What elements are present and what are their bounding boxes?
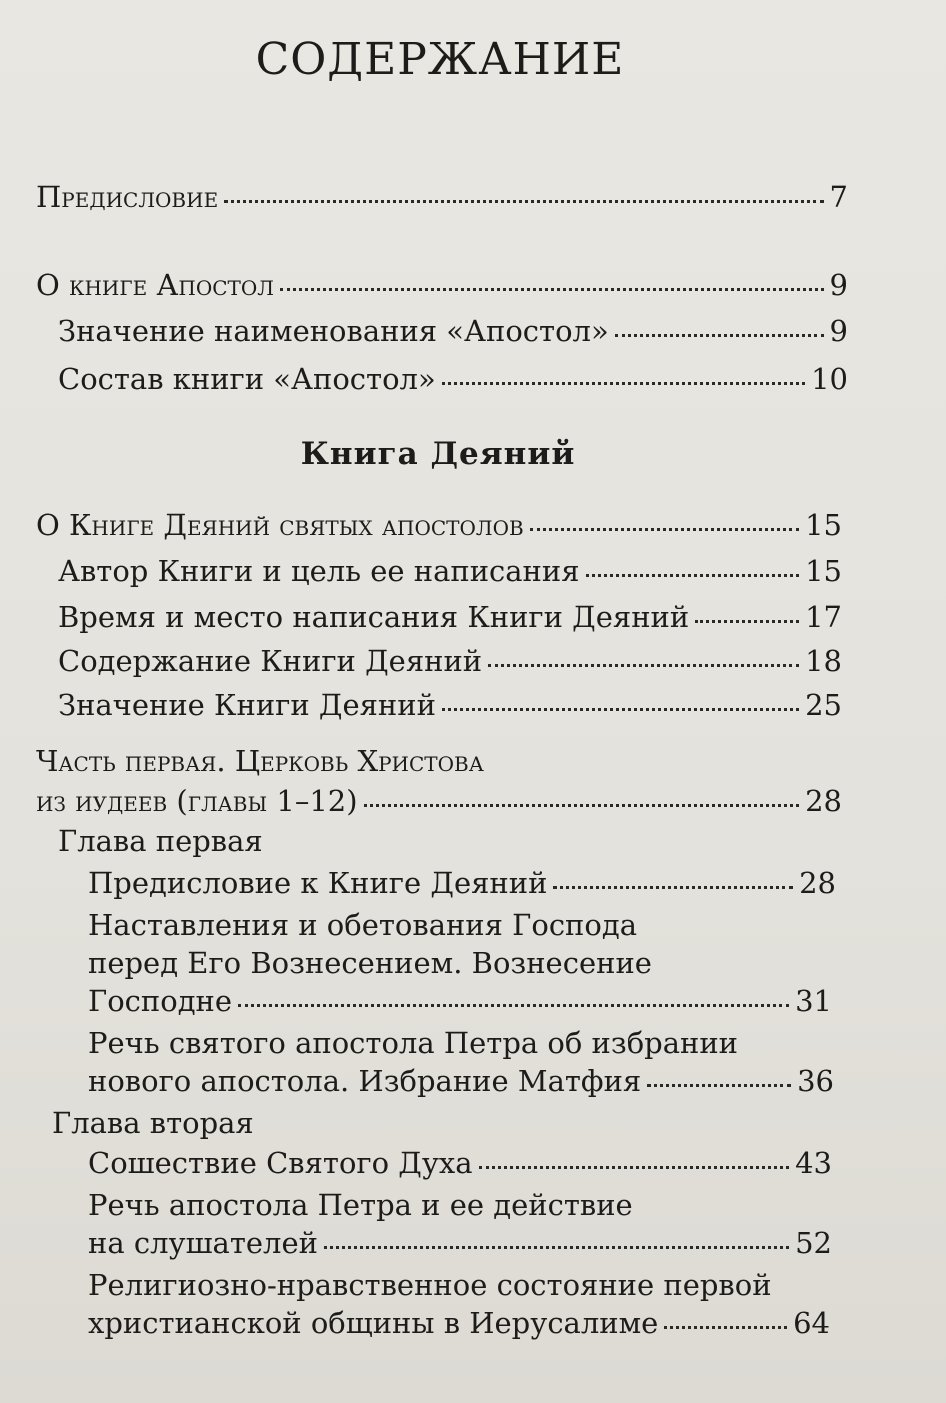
chapter-heading-two: Глава вторая xyxy=(52,1106,254,1140)
toc-entry-author-purpose[interactable] xyxy=(58,554,842,588)
leader-dots xyxy=(280,288,824,291)
toc-entry-label: Время и место написания Книги Деяний xyxy=(58,600,690,634)
toc-entry-ch2-listeners[interactable] xyxy=(88,1226,832,1260)
toc-entry-ch2-jerusalem[interactable] xyxy=(88,1306,830,1340)
leader-dots xyxy=(647,1084,791,1087)
toc-page-number: 9 xyxy=(829,268,848,302)
toc-entry-label: Автор Книги и цель ее написания xyxy=(58,554,580,588)
toc-entry-ch1-preface[interactable] xyxy=(88,866,836,900)
toc-page-number: 36 xyxy=(797,1064,834,1098)
toc-page-number: 10 xyxy=(811,362,848,396)
toc-entry-about-acts[interactable] xyxy=(36,508,842,542)
leader-dots xyxy=(364,804,800,807)
toc-entry-significance-acts[interactable] xyxy=(58,688,842,722)
leader-dots xyxy=(553,886,793,889)
toc-entry-label: Предисловие к Книге Деяний xyxy=(88,866,548,900)
toc-page-number: 43 xyxy=(795,1146,832,1180)
leader-dots xyxy=(442,382,805,385)
leader-dots xyxy=(695,620,799,623)
toc-entry-ch1-speech-line1[interactable]: Речь святого апостола Петра об избрании xyxy=(88,1026,738,1060)
toc-entry-ch1-ascension[interactable] xyxy=(88,984,832,1018)
toc-entry-book-composition[interactable] xyxy=(58,362,848,396)
toc-page-number: 28 xyxy=(805,784,842,818)
toc-entry-ch1-instructions-line2[interactable]: перед Его Вознесением. Вознесение xyxy=(88,946,652,980)
leader-dots xyxy=(442,708,799,711)
toc-entry-contents-acts[interactable] xyxy=(58,644,842,678)
toc-entry-part-one[interactable] xyxy=(36,784,842,818)
toc-page-number: 64 xyxy=(793,1306,830,1340)
page-title: СОДЕРЖАНИЕ xyxy=(255,34,625,85)
toc-entry-ch2-descent[interactable] xyxy=(88,1146,832,1180)
leader-dots xyxy=(586,574,800,577)
leader-dots xyxy=(615,334,824,337)
toc-page-number: 15 xyxy=(805,554,842,588)
toc-entry-label: христианской общины в Иерусалиме xyxy=(88,1306,659,1340)
toc-entry-label: Значение Книги Деяний xyxy=(58,688,436,722)
leader-dots xyxy=(479,1166,790,1169)
leader-dots xyxy=(224,200,823,203)
toc-entry-label: на слушателей xyxy=(88,1226,318,1260)
toc-entry-label: Сошествие Святого Духа xyxy=(88,1146,473,1180)
leader-dots xyxy=(488,664,799,667)
toc-page-number: 9 xyxy=(829,314,848,348)
toc-page-number: 17 xyxy=(805,600,842,634)
toc-entry-label: О книге Апостол xyxy=(36,268,274,302)
toc-entry-ch1-instructions-line1[interactable]: Наставления и обетования Господа xyxy=(88,908,637,942)
leader-dots xyxy=(664,1326,787,1329)
toc-entry-label: О Книге Деяний святых апостолов xyxy=(36,508,524,542)
toc-entry-label: Предисловие xyxy=(36,180,219,214)
leader-dots xyxy=(324,1246,789,1249)
toc-page-number: 25 xyxy=(805,688,842,722)
toc-entry-label: Состав книги «Апостол» xyxy=(58,362,436,396)
leader-dots xyxy=(530,528,799,531)
leader-dots xyxy=(238,1004,789,1007)
toc-entry-ch2-community-line1[interactable]: Религиозно-нравственное состояние первой xyxy=(88,1268,772,1302)
toc-page-number: 52 xyxy=(795,1226,832,1260)
toc-entry-name-meaning[interactable] xyxy=(58,314,848,348)
toc-entry-time-place[interactable] xyxy=(58,600,842,634)
toc-entry-ch2-speech-line1[interactable]: Речь апостола Петра и ее действие xyxy=(88,1188,633,1222)
toc-entry-label: Господне xyxy=(88,984,233,1018)
toc-page-number: 18 xyxy=(805,644,842,678)
toc-page-number: 7 xyxy=(829,180,848,214)
chapter-heading-one: Глава первая xyxy=(58,824,263,858)
toc-entry-ch1-matthias[interactable] xyxy=(88,1064,834,1098)
toc-page-number: 31 xyxy=(795,984,832,1018)
toc-entry-label: нового апостола. Избрание Матфия xyxy=(88,1064,642,1098)
toc-page-number: 28 xyxy=(799,866,836,900)
section-heading-acts: Книга Деяний xyxy=(300,436,576,472)
toc-part-one-line1: Часть первая. Церковь Христова xyxy=(36,744,484,778)
toc-page-number: 15 xyxy=(805,508,842,542)
toc-entry-label: из иудеев (главы 1–12) xyxy=(36,784,358,818)
toc-entry-label: Содержание Книги Деяний xyxy=(58,644,483,678)
toc-entry-preface[interactable] xyxy=(36,180,848,214)
toc-entry-about-apostol[interactable] xyxy=(36,268,848,302)
toc-entry-label: Значение наименования «Апостол» xyxy=(58,314,609,348)
